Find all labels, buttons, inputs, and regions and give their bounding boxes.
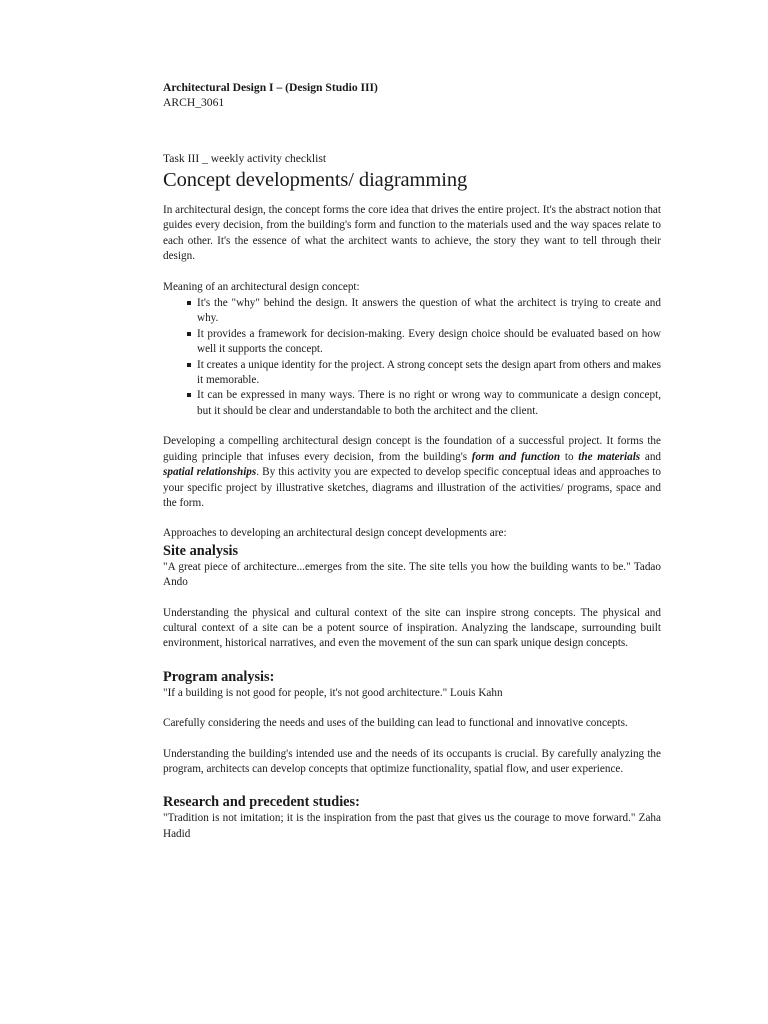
intro-paragraph: In architectural design, the concept forms the core idea that drives the entire project. It's the abstract notion that guides every decision, from the building's form and function to the materials used and the way spaces relate to each other. It's the essence of what the architect wants to achieve, the story they want to tell through their design. [163,204,661,263]
document-title: Concept developments/ diagramming [163,169,468,191]
develop-text-3: and [640,450,662,463]
square-bullet-icon [187,393,191,397]
research-quote: "Tradition is not imitation; it is the inspiration from the past that gives us the courage to move forward." Zaha Hadid [163,812,661,840]
list-item [187,358,661,389]
site-analysis-quote: "A great piece of architecture...emerges from the site. The site tells you how the building wants to be." Tadao Ando [163,560,661,589]
develop-text-4: . By this activity you are expected to develop specific conceptual ideas and approaches to your specific project by illustrative sketches, diagrams and illustration of the activities/ programs, space and the form. [163,466,661,509]
list-item [187,388,661,419]
document-page [163,80,661,842]
develop-paragraph [163,434,661,511]
emphasis-form-function: form and function [471,450,561,463]
course-title: Architectural Design I – (Design Studio III) [163,81,378,94]
develop-text-1: Developing a compelling architectural design concept is the foundation of a successful project. It forms the guiding principle that infuses every decision, from the building's [163,435,661,463]
list-item [187,327,661,358]
research-heading: Research and precedent studies: [163,794,360,811]
site-analysis-heading: Site analysis [163,542,239,559]
meaning-list [163,296,661,419]
emphasis-spatial-relationships: spatial relationships [163,466,257,479]
square-bullet-icon [187,301,191,305]
emphasis-materials: the materials [578,450,641,463]
approaches-label: Approaches to developing an architectural design concept developments are: [163,527,507,540]
develop-text-2: to [560,450,579,463]
list-item [187,296,661,327]
task-label: Task III _ weekly activity checklist [163,152,327,165]
program-analysis-quote: "If a building is not good for people, it's not good architecture." Louis Kahn [163,686,503,699]
square-bullet-icon [187,332,191,336]
course-code: ARCH_3061 [163,96,225,109]
site-analysis-body: Understanding the physical and cultural context of the site can inspire strong concepts. The physical and cultural context of a site can be a potent source of inspiration. Analyzing the landscape, surrounding built environment, historical narratives, and even the movement of the sun can spark unique design concepts. [163,606,661,650]
list-item-text: It creates a unique identity for the project. A strong concept sets the design apart from others and makes it memorable. [197,358,661,387]
program-analysis-body-2: Understanding the building's intended use and the needs of its occupants is crucial. By carefully analyzing the program, architects can develop concepts that optimize functionality, spatial flow, and user experience. [163,747,661,775]
list-item-text: It can be expressed in many ways. There is no right or wrong way to communicate a design concept, but it should be clear and understandable to both the architect and the client. [197,389,661,417]
program-analysis-body-1: Carefully considering the needs and uses of the building can lead to functional and innovative concepts. [163,717,628,730]
program-analysis-heading: Program analysis: [163,668,275,685]
list-item-text: It provides a framework for decision-making. Every design choice should be evaluated based on how well it supports the concept. [197,327,661,356]
list-item-text: It's the "why" behind the design. It answers the question of what the architect is trying to create and why. [197,297,661,325]
meaning-label: Meaning of an architectural design concept: [163,280,360,293]
square-bullet-icon [187,363,191,367]
